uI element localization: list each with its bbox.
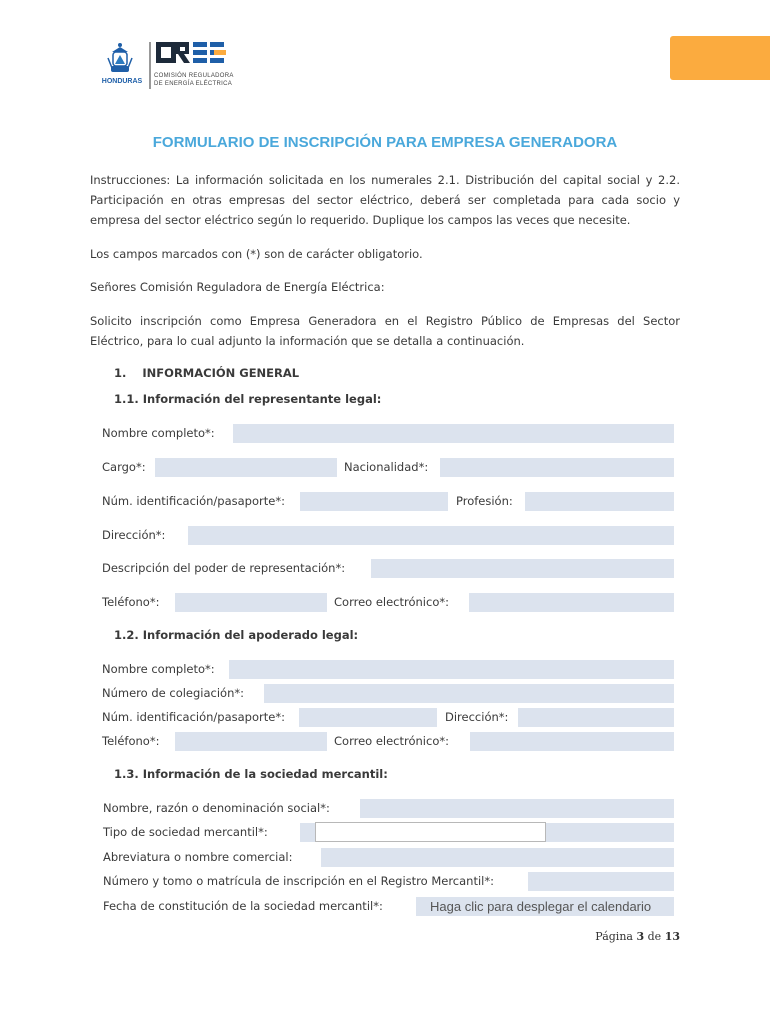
required-note: Los campos marcados con (*) son de carácter obligatorio. bbox=[90, 247, 423, 261]
label-fecha-constitucion: Fecha de constitución de la sociedad mercantil*: bbox=[103, 899, 383, 913]
input-nombre-representante[interactable] bbox=[233, 424, 674, 443]
label-identificacion-representante: Núm. identificación/pasaporte*: bbox=[102, 494, 285, 508]
label-razon-social: Nombre, razón o denominación social*: bbox=[103, 801, 330, 815]
subsection-1-3-title: 1.3. Información de la sociedad mercantil: bbox=[114, 767, 388, 781]
label-nombre-apoderado: Nombre completo*: bbox=[102, 662, 215, 676]
label-tipo-sociedad: Tipo de sociedad mercantil*: bbox=[103, 825, 268, 839]
label-correo-apoderado: Correo electrónico*: bbox=[334, 734, 449, 748]
input-direccion-apoderado[interactable] bbox=[518, 708, 674, 727]
input-poder-representacion[interactable] bbox=[371, 559, 674, 578]
salutation-text: Señores Comisión Reguladora de Energía Eléctrica: bbox=[90, 280, 385, 294]
input-nombre-apoderado[interactable] bbox=[229, 660, 674, 679]
label-direccion-apoderado: Dirección*: bbox=[445, 710, 509, 724]
logo-cree-sub1: COMISIÓN REGULADORA bbox=[154, 73, 234, 79]
label-identificacion-apoderado: Núm. identificación/pasaporte*: bbox=[102, 710, 285, 724]
select-tipo-sociedad[interactable] bbox=[315, 822, 546, 842]
input-correo-representante[interactable] bbox=[469, 593, 674, 612]
input-razon-social[interactable] bbox=[360, 799, 674, 818]
input-identificacion-representante[interactable] bbox=[300, 492, 448, 511]
input-correo-apoderado[interactable] bbox=[470, 732, 674, 751]
input-registro-mercantil[interactable] bbox=[528, 872, 674, 891]
header-logos bbox=[96, 38, 236, 93]
input-identificacion-apoderado[interactable] bbox=[299, 708, 437, 727]
label-telefono-apoderado: Teléfono*: bbox=[102, 734, 160, 748]
label-nombre-representante: Nombre completo*: bbox=[102, 426, 215, 440]
logo-honduras-text: HONDURAS bbox=[101, 78, 143, 85]
label-nacionalidad: Nacionalidad*: bbox=[344, 460, 429, 474]
instructions-text: Instrucciones: La información solicitada en los numerales 2.1. Distribución del capital social y 2.2. Participación en otras empresas del sector eléctrico, deberá ser completada para cada socio y empresa del sector eléctrico según lo requerido. Duplique los campos las veces que necesite. bbox=[90, 173, 680, 227]
section-1-heading bbox=[114, 366, 299, 380]
input-profesion[interactable] bbox=[525, 492, 674, 511]
input-abreviatura[interactable] bbox=[321, 848, 674, 867]
label-cargo: Cargo*: bbox=[102, 460, 146, 474]
input-colegiacion[interactable] bbox=[264, 684, 674, 703]
section-1-title: INFORMACIÓN GENERAL bbox=[142, 366, 300, 380]
label-telefono-representante: Teléfono*: bbox=[102, 595, 160, 609]
label-registro-mercantil: Número y tomo o matrícula de inscripción en el Registro Mercantil*: bbox=[103, 874, 494, 888]
total-pages: 13 bbox=[664, 930, 680, 943]
subsection-1-1-title: 1.1. Información del representante legal: bbox=[114, 392, 382, 406]
input-nacionalidad[interactable] bbox=[440, 458, 674, 477]
input-direccion-representante[interactable] bbox=[188, 526, 674, 545]
input-telefono-apoderado[interactable] bbox=[175, 732, 327, 751]
subsection-1-2-title: 1.2. Información del apoderado legal: bbox=[114, 628, 359, 642]
page-title: FORMULARIO DE INSCRIPCIÓN PARA EMPRESA GENERADORA bbox=[152, 134, 618, 151]
logo-cree-sub2: DE ENERGÍA ELÉCTRICA bbox=[154, 81, 233, 87]
date-picker-fecha-constitucion[interactable]: Haga clic para desplegar el calendario bbox=[416, 897, 674, 916]
label-poder-representacion: Descripción del poder de representación*: bbox=[102, 561, 346, 575]
page-of: de bbox=[647, 930, 662, 943]
label-colegiacion: Número de colegiación*: bbox=[102, 686, 245, 700]
current-page: 3 bbox=[636, 930, 645, 943]
input-telefono-representante[interactable] bbox=[175, 593, 327, 612]
request-text: Solicito inscripción como Empresa Generadora en el Registro Público de Empresas del Sector Eléctrico, para lo cual adjunto la información que se detalla a continuación. bbox=[90, 314, 680, 348]
orange-tab bbox=[670, 36, 770, 80]
page-number bbox=[560, 930, 680, 943]
label-abreviatura: Abreviatura o nombre comercial: bbox=[103, 850, 293, 864]
input-cargo[interactable] bbox=[155, 458, 337, 477]
page-label: Página bbox=[595, 930, 633, 943]
label-profesion: Profesión: bbox=[456, 494, 513, 508]
label-correo-representante: Correo electrónico*: bbox=[334, 595, 449, 609]
label-direccion-representante: Dirección*: bbox=[102, 528, 166, 542]
logo-cree-subtitle bbox=[154, 72, 236, 88]
section-1-number: 1. bbox=[114, 366, 127, 380]
